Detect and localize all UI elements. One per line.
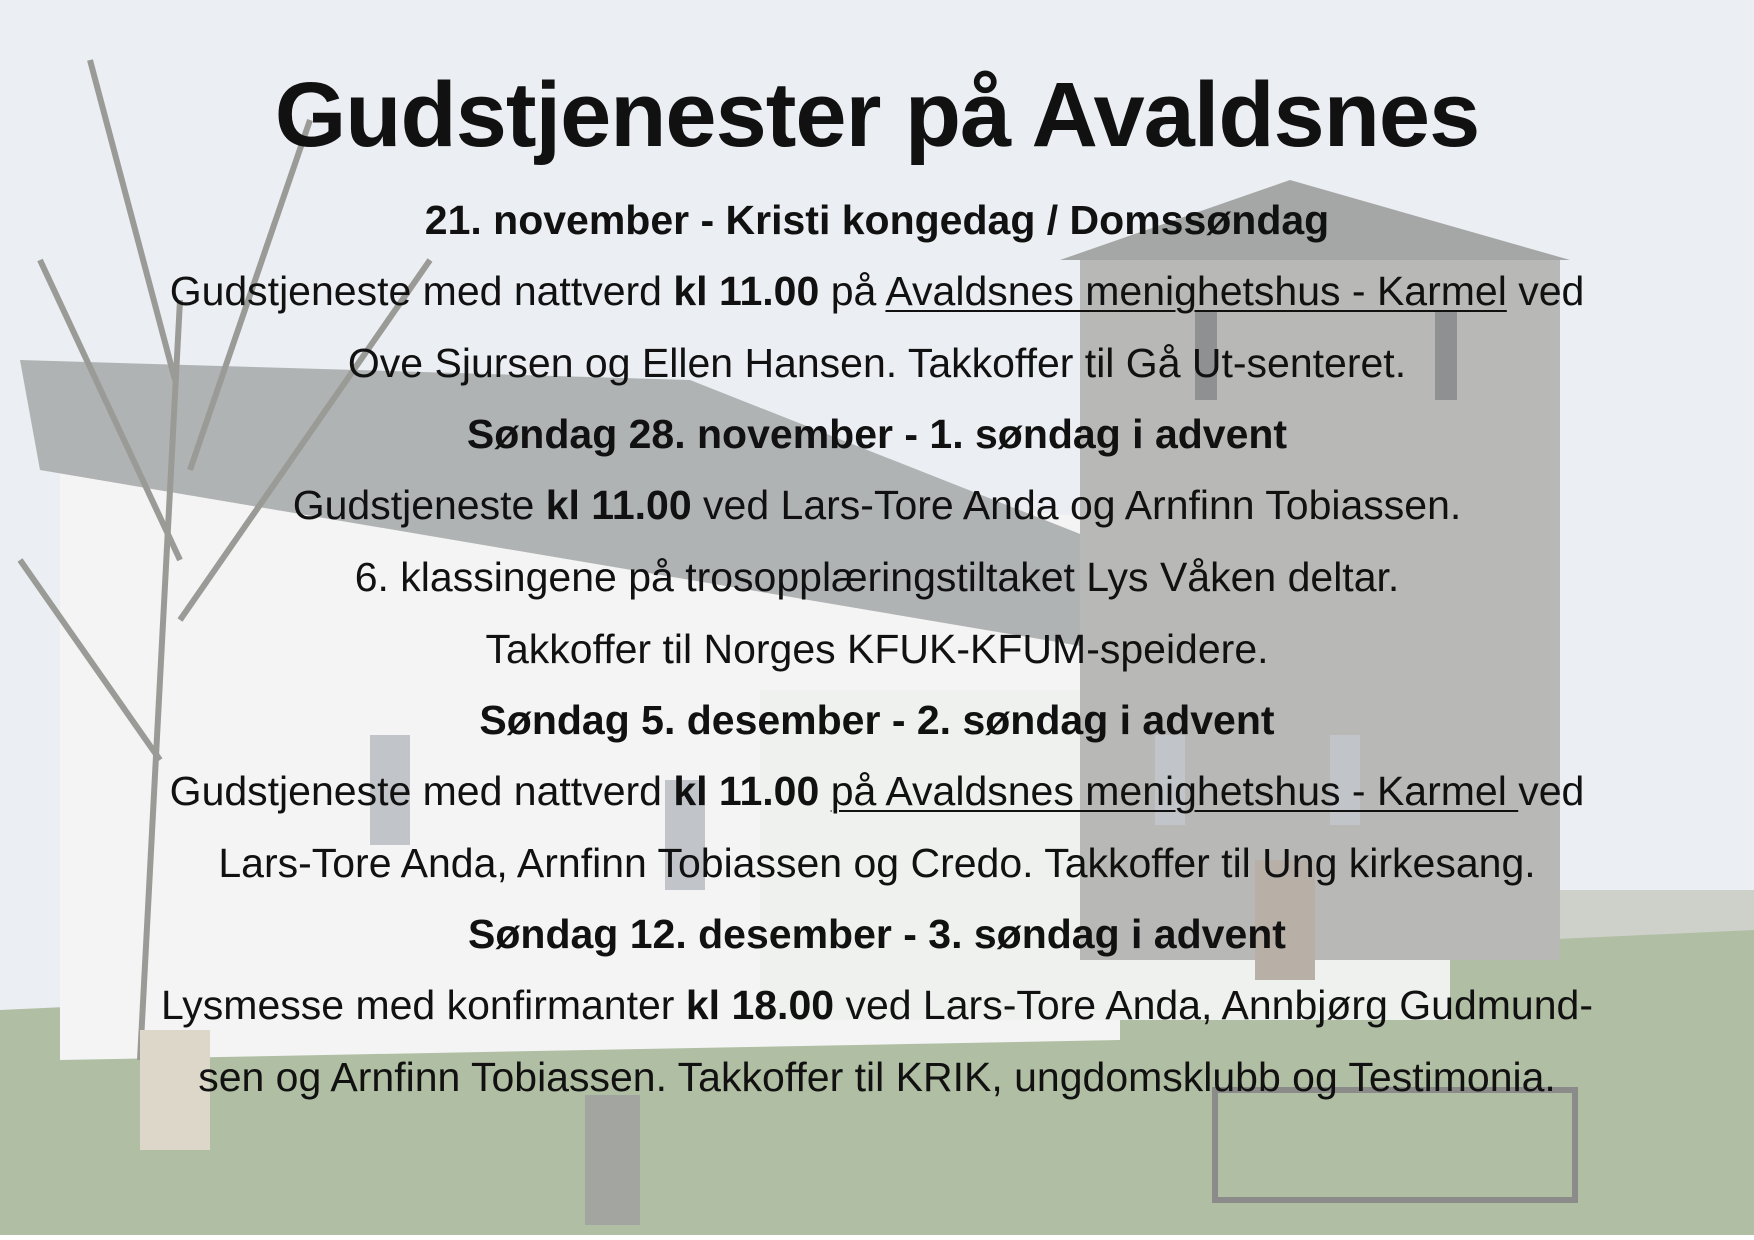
event-3-heading: Søndag 5. desember - 2. søndag i advent: [479, 697, 1275, 743]
event-4-text: Lysmesse med konfirmanter: [161, 982, 686, 1028]
content: [40, 55, 1714, 1113]
event-2-line-3: Takkoffer til Norges KFUK-KFUM-speidere.: [485, 626, 1269, 672]
event-4-text-2: ved Lars-Tore Anda, Annbjørg Gudmund-: [834, 982, 1593, 1028]
event-2-line-1: [40, 469, 1714, 541]
event-2-heading: Søndag 28. november - 1. søndag i advent: [466, 411, 1288, 457]
bottom-border: [0, 1235, 1754, 1240]
event-1-line-2: Ove Sjursen og Ellen Hansen. Takkoffer til Gå Ut-senteret.: [347, 340, 1407, 386]
event-3-text: Gudstjeneste med nattverd: [169, 768, 674, 814]
event-4-time: kl 18.00: [685, 982, 835, 1028]
event-1-venue-link[interactable]: Avaldsnes menighetshus - Karmel: [885, 268, 1507, 314]
event-4-line-1: [40, 969, 1714, 1041]
event-1-heading: 21. november - Kristi kongedag / Domssøndag: [424, 197, 1330, 243]
event-3-time: kl 11.00: [673, 768, 820, 814]
event-2-time: kl 11.00: [545, 482, 692, 528]
event-3-venue-link[interactable]: på Avaldsnes menighetshus - Karmel: [830, 768, 1519, 814]
event-4-heading: Søndag 12. desember - 3. søndag i advent: [468, 911, 1286, 957]
event-2-text-2: ved Lars-Tore Anda og Arnfinn Tobiassen.: [691, 482, 1462, 528]
event-2-text: Gudstjeneste: [292, 482, 546, 528]
event-1-time: kl 11.00: [673, 268, 820, 314]
event-1-text-2: på: [819, 268, 886, 314]
page-title: Gudstjenester på Avaldsnes: [274, 64, 1480, 166]
event-3-text-2: [819, 768, 830, 814]
event-3-line-1: [40, 755, 1714, 827]
event-3-text-3: ved: [1518, 768, 1585, 814]
event-4-line-2: sen og Arnfinn Tobiassen. Takkoffer til KRIK, ungdomsklubb og Testimonia.: [198, 1054, 1556, 1100]
event-1-text: Gudstjeneste med nattverd: [169, 268, 674, 314]
event-2-line-2: 6. klassingene på trosopplæringstiltaket Lys Våken deltar.: [354, 554, 1400, 600]
event-1-text-3: ved: [1506, 268, 1585, 314]
event-3-line-2: Lars-Tore Anda, Arnfinn Tobiassen og Credo. Takkoffer til Ung kirkesang.: [218, 840, 1536, 886]
event-1-line-1: [40, 255, 1714, 327]
